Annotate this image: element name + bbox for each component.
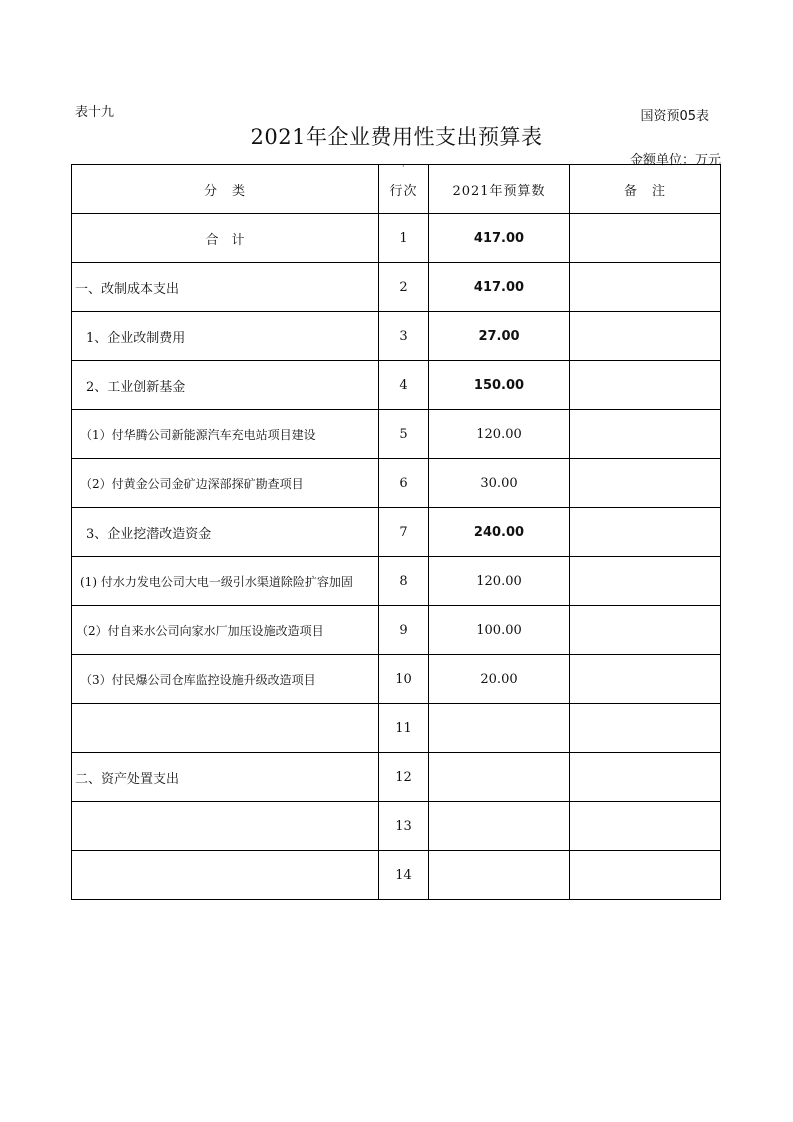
row-number: 1 (379, 214, 429, 263)
row-category: （1）付华腾公司新能源汽车充电站项目建设 (72, 410, 379, 459)
row-note (570, 802, 721, 851)
row-number: 10 (379, 655, 429, 704)
row-number: 11 (379, 704, 429, 753)
table-row (72, 508, 721, 557)
row-note (570, 410, 721, 459)
row-category: 2、工业创新基金 (72, 361, 379, 410)
table-row (72, 361, 721, 410)
row-number: 2 (379, 263, 429, 312)
row-number: 12 (379, 753, 429, 802)
row-amount: 120.00 (429, 410, 570, 459)
table-row (72, 704, 721, 753)
row-note (570, 704, 721, 753)
column-header-amount: 2021年预算数 (429, 165, 570, 214)
row-note (570, 312, 721, 361)
row-note (570, 557, 721, 606)
budget-table (71, 164, 721, 900)
row-category: (1) 付水力发电公司大电一级引水渠道除险扩容加固 (72, 557, 379, 606)
row-note (570, 508, 721, 557)
row-note (570, 214, 721, 263)
row-category: 二、资产处置支出 (72, 753, 379, 802)
table-row (72, 802, 721, 851)
row-amount: 30.00 (429, 459, 570, 508)
row-amount: 27.00 (429, 312, 570, 361)
form-code: 国资预05表 (640, 109, 709, 124)
row-category: （3）付民爆公司仓库监控设施升级改造项目 (72, 655, 379, 704)
row-category: （2）付自来水公司向家水厂加压设施改造项目 (72, 606, 379, 655)
row-amount (429, 704, 570, 753)
row-number: 14 (379, 851, 429, 900)
table-row (72, 851, 721, 900)
row-amount: 240.00 (429, 508, 570, 557)
table-header-row (72, 165, 721, 214)
row-category: 1、企业改制费用 (72, 312, 379, 361)
row-note (570, 459, 721, 508)
column-header-row-no: 行次 (379, 165, 429, 214)
row-amount: 20.00 (429, 655, 570, 704)
row-note (570, 655, 721, 704)
row-number: 5 (379, 410, 429, 459)
row-category (72, 802, 379, 851)
row-number: 6 (379, 459, 429, 508)
row-amount: 417.00 (429, 263, 570, 312)
table-row (72, 655, 721, 704)
row-category: 合 计 (72, 214, 379, 263)
table-number: 表十九 (75, 105, 115, 120)
row-category: （2）付黄金公司金矿边深部探矿勘查项目 (72, 459, 379, 508)
row-amount (429, 851, 570, 900)
row-number: 9 (379, 606, 429, 655)
row-amount (429, 753, 570, 802)
row-amount (429, 802, 570, 851)
amount-unit: 金额单位：万元 (629, 153, 721, 168)
row-note (570, 753, 721, 802)
row-number: 4 (379, 361, 429, 410)
table-row (72, 753, 721, 802)
row-amount: 100.00 (429, 606, 570, 655)
row-note (570, 361, 721, 410)
row-number: 13 (379, 802, 429, 851)
row-amount: 417.00 (429, 214, 570, 263)
tick-mark: · (402, 162, 405, 171)
row-amount: 150.00 (429, 361, 570, 410)
row-number: 8 (379, 557, 429, 606)
row-category (72, 851, 379, 900)
table-row (72, 263, 721, 312)
row-note (570, 851, 721, 900)
table-row (72, 606, 721, 655)
table-row (72, 557, 721, 606)
row-category: 3、企业挖潜改造资金 (72, 508, 379, 557)
table-row (72, 459, 721, 508)
row-number: 3 (379, 312, 429, 361)
page-title: 2021年企业费用性支出预算表 (250, 125, 543, 149)
row-category (72, 704, 379, 753)
row-number: 7 (379, 508, 429, 557)
row-note (570, 606, 721, 655)
column-header-category: 分 类 (72, 165, 379, 214)
column-header-note: 备 注 (570, 165, 721, 214)
row-category: 一、改制成本支出 (72, 263, 379, 312)
table-row (72, 312, 721, 361)
row-note (570, 263, 721, 312)
table-row (72, 214, 721, 263)
row-amount: 120.00 (429, 557, 570, 606)
table-row (72, 410, 721, 459)
